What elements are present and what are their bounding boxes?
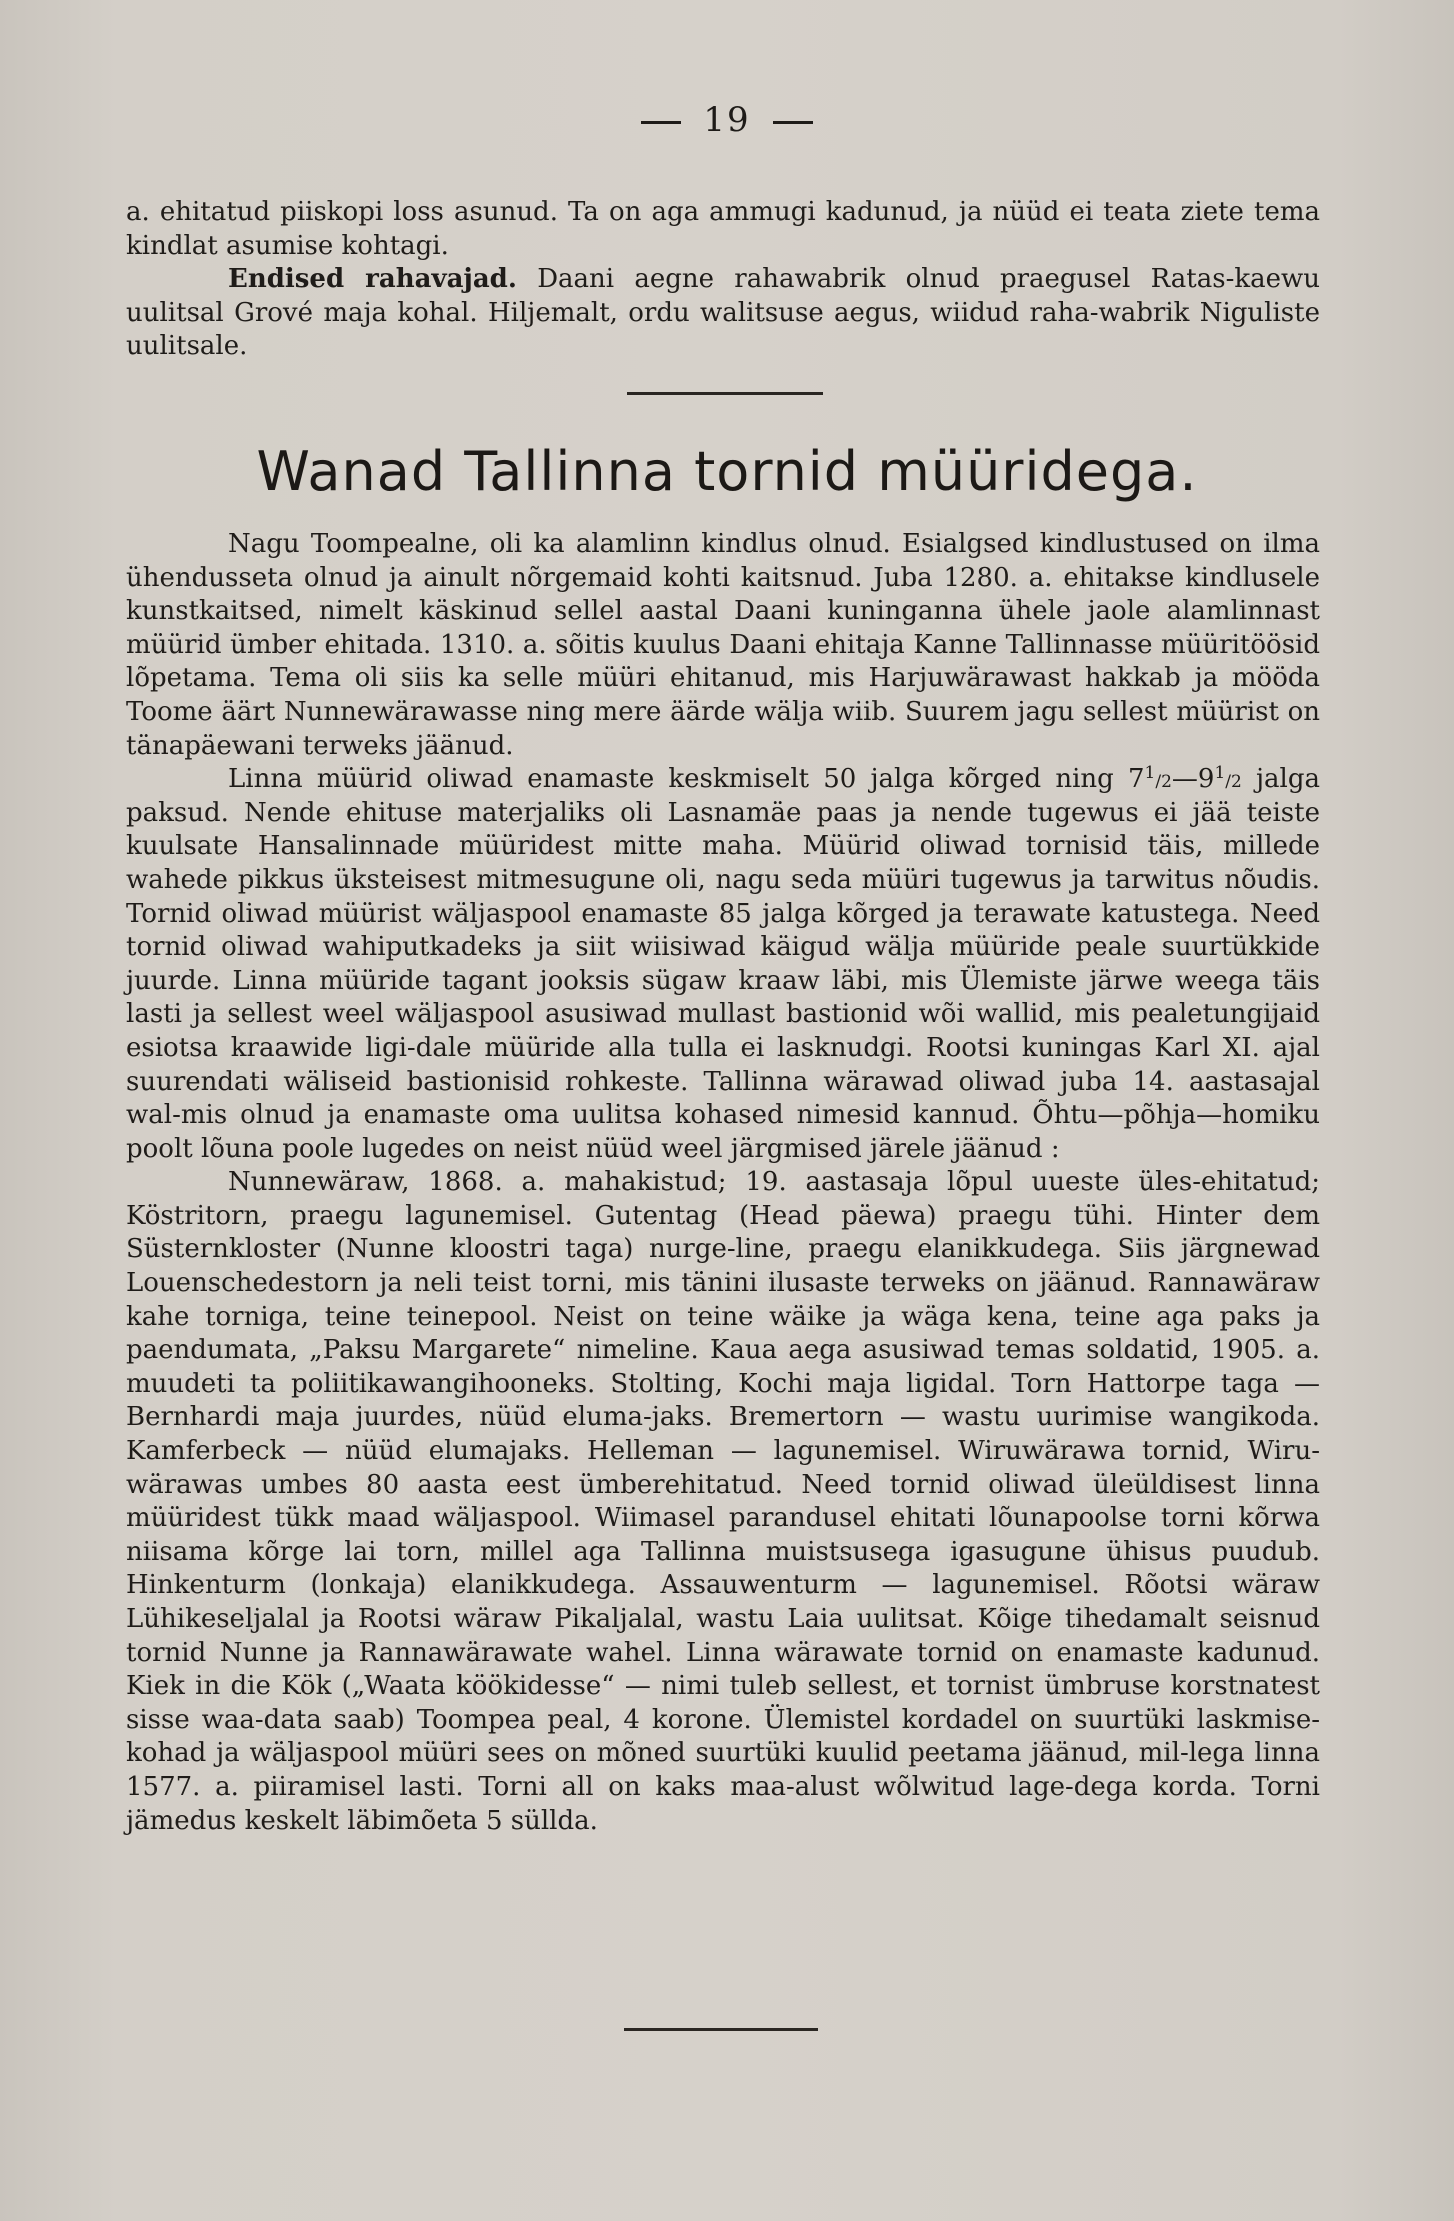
top-paragraph-2-text: Daani aegne rahawabrik olnud praegusel Ratas-kaewu uulitsal Grové maja kohal. Hiljemalt, ordu walitsuse aegus, wiidud raha-wabrik Niguliste uulitsale. <box>126 264 1321 362</box>
section-heading-rahavajad: Endised rahavajad. <box>228 264 517 295</box>
page-number <box>0 100 1454 140</box>
article-body <box>126 528 1320 1838</box>
folio-dash-left <box>641 121 681 124</box>
page-number-text: 19 <box>703 100 751 140</box>
body-paragraph-2-rest: jalga paksud. Nende ehituse materjaliks oli Lasnamäe paas ja nende tugewus ei jää teiste kuulsate Hansalinnade müüridest mitte maha. Müürid oliwad tornisid täis, millede wahede pikkus üksteisest mitmesugune oli, nagu seda müüri tugewus ja tarwitus nõudis. Tornid oliwad müürist wäljaspool enamaste 85 jalga kõrged ja terawate katustega. Need tornid oliwad wahiputkadeks ja siit wiisiwad käigud wälja müüride peale suurtükkide juurde. Linna müüride tagant jooksis sügaw kraaw läbi, mis Ülemiste järwe weega täis lasti ja sellest weel wäljaspool asusiwad mullast bastionid wõi wallid, mis pealetungijaid esiotsa kraawide ligi-dale müüride alla tulla ei lasknudgi. Rootsi kuningas Karl XI. ajal suurendati wäliseid bastionisid rohkeste. Tallinna wärawad oliwad juba 14. aastasajal wal-mis olnud ja enamaste oma uulitsa kohased nimesid kannud. Õhtu—põhja—homiku poolt lõuna poole lugedes on neist nüüd weel järgmised järele jäänud : <box>126 764 1320 1164</box>
fraction-2-denominator: /2 <box>1225 772 1242 793</box>
body-paragraph-1: Nagu Toompealne, oli ka alamlinn kindlus olnud. Esialgsed kindlustused on ilma ühendusseta olnud ja ainult nõrgemaid kohti kaitsnud. Juba 1280. a. ehitakse kindlusele kunstkaitsed, nimelt käskinud sellel aastal Daani kuninganna ühele jaole alamlinnast müürid ümber ehitada. 1310. a. sõitis kuulus Daani ehitaja Kanne Tallinnasse müüritöösid lõpetama. Tema oli siis ka selle müüri ehitanud, mis Harjuwärawast hakkab ja mööda Toome äärt Nunnewärawasse ning mere äärde wälja wiib. Suurem jagu sellest müürist on tänapäewani terweks jäänud. <box>126 529 1320 761</box>
fraction-1-denominator: /2 <box>1155 772 1172 793</box>
body-paragraph-2-start: Linna müürid oliwad enamaste keskmiselt 50 jalga kõrged ning 7 <box>228 764 1145 795</box>
top-paragraph-1: a. ehitatud piiskopi loss asunud. Ta on aga ammugi kadunud, ja nüüd ei teata ziete tema kindlat asumise kohtagi. <box>126 197 1320 261</box>
folio-dash-right <box>773 121 813 124</box>
top-paragraph-2 <box>126 263 1320 364</box>
body-paragraph-2 <box>126 763 1320 1166</box>
article-title: Wanad Tallinna tornid müüridega. <box>256 440 1198 503</box>
fraction-dash: —9 <box>1171 764 1215 795</box>
fraction-1-numerator: 1 <box>1144 763 1156 784</box>
top-text-block <box>126 196 1320 364</box>
body-paragraph-3: Nunnewäraw, 1868. a. mahakistud; 19. aastasaja lõpul uueste üles-ehitatud; Köstritorn, praegu lagunemisel. Gutentag (Head päewa) praegu tühi. Hinter dem Süsternkloster (Nunne kloostri taga) nurge-line, praegu elanikkudega. Siis järgnewad Louenschedestorn ja neli teist torni, mis tänini ilusaste terweks on jäänud. Rannawäraw kahe torniga, teine teinepool. Neist on teine wäike ja wäga kena, teine aga paks ja paendumata, „Paksu Margarete“ nimeline. Kaua aega asusiwad temas soldatid, 1905. a. muudeti ta poliitikawangihooneks. Stolting, Kochi maja ligidal. Torn Hattorpe taga — Bernhardi maja juurdes, nüüd eluma-jaks. Bremertorn — wastu uurimise wangikoda. Kamferbeck — nüüd elumajaks. Helleman — lagunemisel. Wiruwärawa tornid, Wiru-wärawas umbes 80 aasta eest ümberehitatud. Need tornid oliwad üleüldisest linna müüridest tükk maad wäljaspool. Wiimasel parandusel ehitati lõunapoolse torni kõrwa niisama kõrge lai torn, millel aga Tallinna muistsusega igasugune ühisus puudub. Hinkenturm (lonkaja) elanikkudega. Assauwenturm — lagunemisel. Rõotsi wäraw Lühikeseljalal ja Rootsi wäraw Pikaljalal, wastu Laia uulitsat. Kõige tihedamalt seisnud tornid Nunne ja Rannawärawate wahel. Linna wärawate tornid on enamaste kadunud. Kiek in die Kök („Waata köökidesse“ — nimi tuleb sellest, et tornist ümbruse korstnatest sisse waa-data saab) Toompea peal, 4 korone. Ülemistel kordadel on suurtüki laskmise-kohad ja wäljaspool müüri sees on mõned suurtüki kuulid peetama jäänud, mil-lega linna 1577. a. piiramisel lasti. Torni all on kaks maa-alust wõlwitud lage-dega korda. Torni jämedus keskelt läbimõeta 5 süllda. <box>126 1167 1320 1836</box>
section-divider-top <box>627 392 823 395</box>
section-divider-bottom <box>624 2028 818 2031</box>
fraction-2-numerator: 1 <box>1214 763 1226 784</box>
